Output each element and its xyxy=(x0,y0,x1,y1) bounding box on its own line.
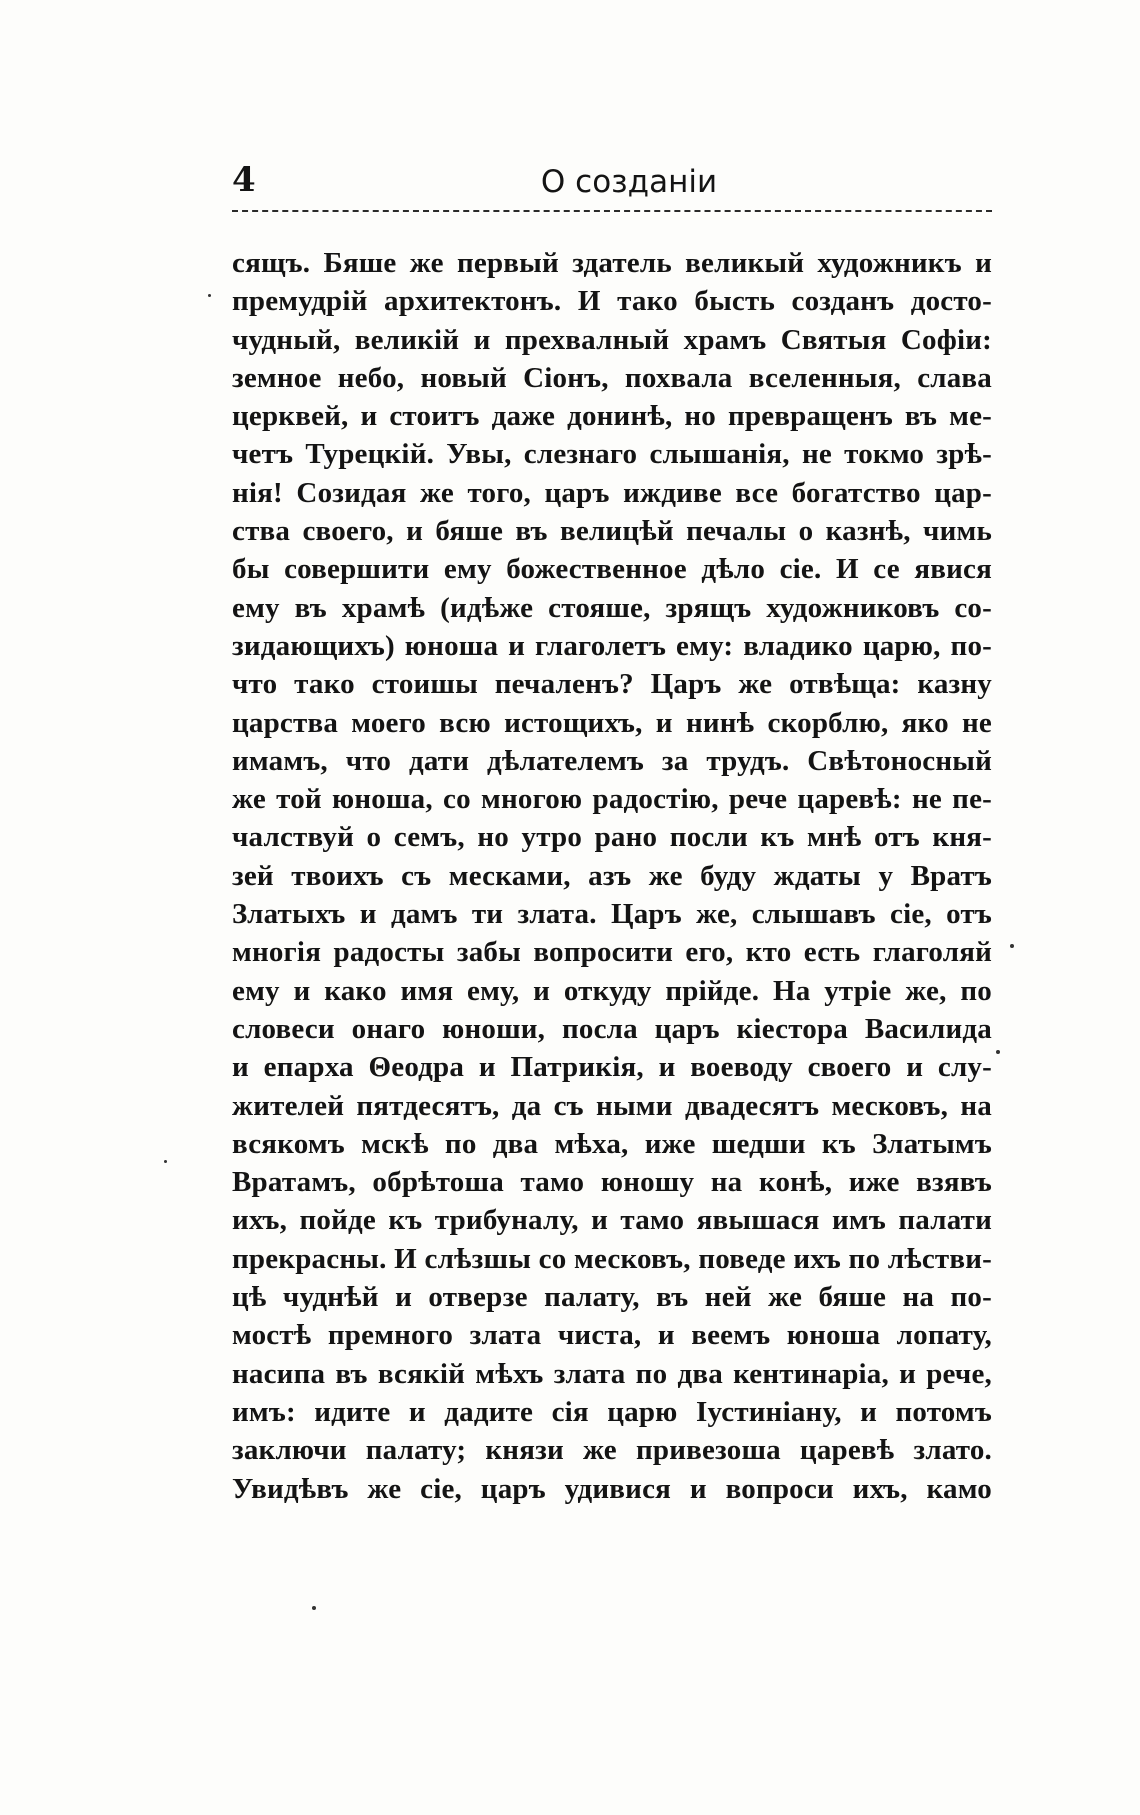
text-line: премудрій архитектонъ. И тако бысть созданъ досто- xyxy=(232,285,992,318)
text-line: же той юноша, со многою радостію, рече царевѣ: не пе- xyxy=(232,783,992,816)
text-line: Вратамъ, обрѣтоша тамо юношу на конѣ, иже взявъ xyxy=(232,1166,992,1199)
text-line: ему и како имя ему, и откуду прійде. На утріе же, по xyxy=(232,974,992,1007)
text-line: словеси онаго юноши, посла царъ кіестора Василида xyxy=(232,1012,992,1045)
body-text xyxy=(232,244,992,1508)
text-line: заключи палату; князи же привезоша царевѣ злато. xyxy=(232,1434,992,1467)
print-speck xyxy=(208,294,211,297)
print-speck xyxy=(164,1160,167,1163)
text-line: зей твоихъ съ месками, азъ же буду ждаты у Вратъ xyxy=(232,859,992,892)
text-line: имъ: идите и дадите сія царю Іустиніану, и потомъ xyxy=(232,1395,992,1428)
text-line: ему въ храмѣ (идѣже стояше, зрящъ художниковъ со- xyxy=(232,591,992,624)
text-line: четъ Турецкій. Увы, слезнаго слышанія, не токмо зрѣ- xyxy=(232,438,992,471)
text-line: бы совершити ему божественное дѣло сіе. И се явися xyxy=(232,553,992,586)
text-line: сящъ. Бяше же первый здатель великый художникъ и xyxy=(232,247,992,279)
text-line: прекрасны. И слѣзшы со месковъ, поведе ихъ по лѣстви- xyxy=(232,1242,992,1275)
text-line: ства своего, и бяше въ велицѣй печалы о казнѣ, чимь xyxy=(232,515,992,548)
running-title: О созданіи xyxy=(540,164,718,200)
text-line: насипа въ всякій мѣхъ злата по два кентинаріа, и рече, xyxy=(232,1357,992,1390)
print-speck xyxy=(996,1050,1000,1054)
page-number: 4 xyxy=(232,160,256,200)
print-speck xyxy=(1010,944,1014,948)
text-line: зидающихъ) юноша и глаголетъ ему: владико царю, по- xyxy=(232,629,992,662)
text-line: царства моего всю истощихъ, и нинѣ скорблю, яко не xyxy=(232,706,992,739)
text-line: Златыхъ и дамъ ти злата. Царъ же, слышавъ сіе, отъ xyxy=(232,898,992,931)
text-line: что тако стоишы печаленъ? Царъ же отвѣща: казну xyxy=(232,668,992,701)
page-header xyxy=(232,160,992,210)
text-line: ихъ, пойде къ трибуналу, и тамо явышася имъ палати xyxy=(232,1204,992,1237)
text-line: всякомъ мскѣ по два мѣха, иже шедши къ Златымъ xyxy=(232,1127,992,1160)
text-line: многія радосты забы вопросити его, кто есть глаголяй xyxy=(232,936,992,969)
text-line: Увидѣвъ же сіе, царъ удивися и вопроси ихъ, камо xyxy=(232,1472,992,1505)
print-speck xyxy=(312,1606,316,1610)
text-line: нія! Созидая же того, царъ иждиве все богатство цар- xyxy=(232,476,992,509)
text-line: чалствуй о семъ, но утро рано посли къ мнѣ отъ кня- xyxy=(232,821,992,854)
text-line: чудный, великій и прехвалный храмъ Святыя Софіи: xyxy=(232,323,992,356)
text-line: имамъ, что дати дѣлателемъ за трудъ. Свѣтоносный xyxy=(232,744,992,777)
text-line: церквей, и стоитъ даже донинѣ, но превращенъ въ ме- xyxy=(232,400,992,433)
text-line: и епарха Θеодра и Патрикія, и воеводу своего и слу- xyxy=(232,1051,992,1084)
text-line: мостѣ премного злата чиста, и веемъ юноша лопату, xyxy=(232,1319,992,1352)
text-line: цѣ чуднѣй и отверзе палату, въ ней же бяше на по- xyxy=(232,1281,992,1314)
text-line: жителей пятдесятъ, да съ ными двадесятъ месковъ, на xyxy=(232,1089,992,1122)
text-line: земное небо, новый Сіонъ, похвала вселенныя, слава xyxy=(232,361,992,394)
header-rule xyxy=(232,210,992,212)
